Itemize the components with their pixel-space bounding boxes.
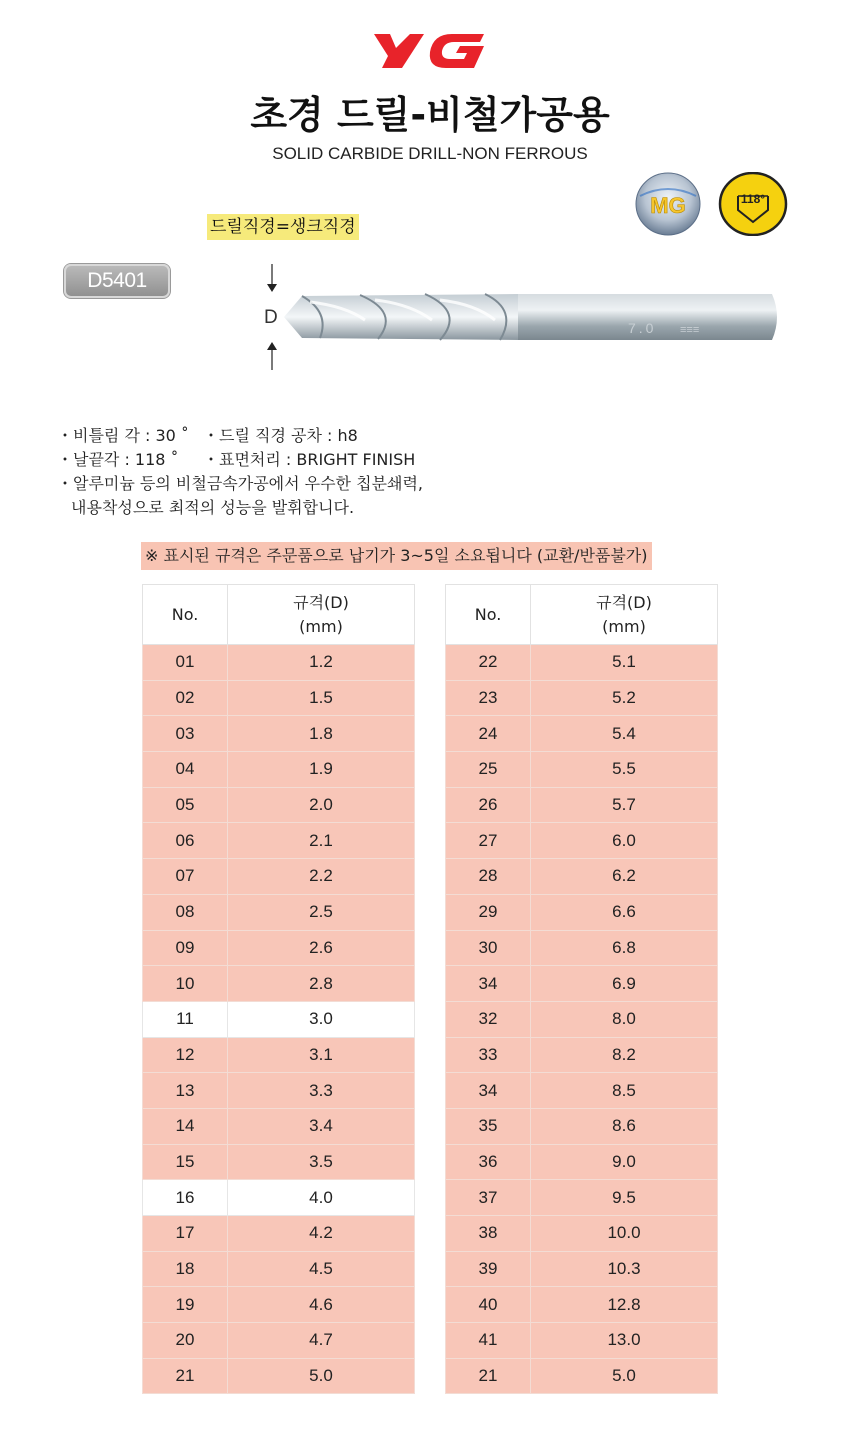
surface-spec: ・표면처리 : BRIGHT FINISH <box>203 450 416 469</box>
diameter-cell: 2.6 <box>228 930 415 966</box>
item-number-cell: 16 <box>143 1180 228 1216</box>
table-row <box>446 716 718 752</box>
item-number-cell: 21 <box>143 1358 228 1394</box>
item-number-cell: 24 <box>446 716 531 752</box>
item-number-cell: 36 <box>446 1144 531 1180</box>
table-row <box>143 1108 415 1144</box>
table-row <box>143 1001 415 1037</box>
item-number-cell: 19 <box>143 1287 228 1323</box>
item-number-cell: 25 <box>446 752 531 788</box>
table-row <box>143 823 415 859</box>
table-row <box>446 680 718 716</box>
helix-angle-spec: ・비틀림 각 : 30 ˚ <box>57 426 189 445</box>
table-row <box>446 1001 718 1037</box>
diameter-cell: 1.5 <box>228 680 415 716</box>
diameter-cell: 2.1 <box>228 823 415 859</box>
item-number-cell: 14 <box>143 1108 228 1144</box>
size-table-right <box>445 584 718 1394</box>
diameter-cell: 5.2 <box>531 680 718 716</box>
item-number-cell: 34 <box>446 966 531 1002</box>
diameter-cell: 4.2 <box>228 1216 415 1252</box>
item-number-cell: 05 <box>143 787 228 823</box>
table-row <box>446 894 718 930</box>
diameter-cell: 5.0 <box>228 1358 415 1394</box>
table-row <box>446 859 718 895</box>
table-row <box>143 1037 415 1073</box>
item-number-cell: 18 <box>143 1251 228 1287</box>
table-row <box>143 680 415 716</box>
drill-illustration <box>250 260 790 372</box>
diameter-cell: 2.8 <box>228 966 415 1002</box>
table-row <box>143 859 415 895</box>
diameter-cell: 1.2 <box>228 645 415 681</box>
col-header-spec: 규격(D) (mm) <box>531 585 718 645</box>
table-row <box>143 752 415 788</box>
diameter-cell: 8.2 <box>531 1037 718 1073</box>
diameter-cell: 3.0 <box>228 1001 415 1037</box>
diameter-cell: 2.5 <box>228 894 415 930</box>
table-row <box>446 1251 718 1287</box>
item-number-cell: 15 <box>143 1144 228 1180</box>
diameter-note: 드릴직경=생크직경 <box>207 214 359 240</box>
point-angle-icon <box>718 172 788 236</box>
size-table-left <box>142 584 415 1394</box>
table-row <box>143 966 415 1002</box>
item-number-cell: 41 <box>446 1323 531 1359</box>
diameter-cell: 5.0 <box>531 1358 718 1394</box>
diameter-cell: 3.3 <box>228 1073 415 1109</box>
diameter-cell: 5.1 <box>531 645 718 681</box>
table-row <box>143 1323 415 1359</box>
item-number-cell: 26 <box>446 787 531 823</box>
item-number-cell: 34 <box>446 1073 531 1109</box>
table-row <box>446 787 718 823</box>
page-title: 초경 드릴-비철가공용 <box>250 93 610 137</box>
mg-coating-icon <box>634 172 702 236</box>
table-row <box>446 1180 718 1216</box>
table-row <box>446 1358 718 1394</box>
table-row <box>446 1144 718 1180</box>
item-number-cell: 12 <box>143 1037 228 1073</box>
item-number-cell: 08 <box>143 894 228 930</box>
shank-marking: 7.0 <box>628 320 657 336</box>
diameter-cell: 6.6 <box>531 894 718 930</box>
col-header-no: No. <box>446 585 531 645</box>
item-number-cell: 33 <box>446 1037 531 1073</box>
order-lead-time-notice: ※ 표시된 규격은 주문품으로 납기가 3~5일 소요됩니다 (교환/반품불가) <box>141 542 652 570</box>
diameter-cell: 6.8 <box>531 930 718 966</box>
table-row <box>143 787 415 823</box>
item-number-cell: 35 <box>446 1108 531 1144</box>
diameter-cell: 4.0 <box>228 1180 415 1216</box>
table-row <box>143 1216 415 1252</box>
item-number-cell: 20 <box>143 1323 228 1359</box>
table-row <box>446 1108 718 1144</box>
item-number-cell: 10 <box>143 966 228 1002</box>
diameter-cell: 5.7 <box>531 787 718 823</box>
diameter-cell: 6.2 <box>531 859 718 895</box>
table-row <box>446 1323 718 1359</box>
diameter-cell: 10.0 <box>531 1216 718 1252</box>
item-number-cell: 21 <box>446 1358 531 1394</box>
table-row <box>143 645 415 681</box>
diameter-cell: 9.0 <box>531 1144 718 1180</box>
item-number-cell: 37 <box>446 1180 531 1216</box>
table-row <box>446 1216 718 1252</box>
diameter-cell: 8.6 <box>531 1108 718 1144</box>
svg-text:118°: 118° <box>740 192 766 206</box>
table-row <box>143 894 415 930</box>
table-row <box>143 1073 415 1109</box>
diameter-cell: 4.7 <box>228 1323 415 1359</box>
item-number-cell: 40 <box>446 1287 531 1323</box>
table-row <box>446 966 718 1002</box>
point-angle-spec: ・날끝각 : 118 ˚ <box>57 450 179 469</box>
item-number-cell: 29 <box>446 894 531 930</box>
table-row <box>446 752 718 788</box>
diameter-cell: 13.0 <box>531 1323 718 1359</box>
diameter-cell: 5.4 <box>531 716 718 752</box>
table-row <box>143 716 415 752</box>
item-number-cell: 07 <box>143 859 228 895</box>
table-row <box>143 1287 415 1323</box>
diameter-cell: 1.8 <box>228 716 415 752</box>
diameter-cell: 12.8 <box>531 1287 718 1323</box>
item-number-cell: 32 <box>446 1001 531 1037</box>
item-number-cell: 30 <box>446 930 531 966</box>
dimension-d-label: D <box>264 307 278 328</box>
diameter-cell: 8.5 <box>531 1073 718 1109</box>
table-row <box>143 1180 415 1216</box>
item-number-cell: 04 <box>143 752 228 788</box>
diameter-cell: 5.5 <box>531 752 718 788</box>
diameter-cell: 6.9 <box>531 966 718 1002</box>
page-subtitle: SOLID CARBIDE DRILL-NON FERROUS <box>272 144 588 163</box>
diameter-cell: 2.0 <box>228 787 415 823</box>
table-row <box>143 1358 415 1394</box>
item-number-cell: 01 <box>143 645 228 681</box>
diameter-cell: 2.2 <box>228 859 415 895</box>
item-number-cell: 28 <box>446 859 531 895</box>
table-row <box>446 1037 718 1073</box>
table-row <box>446 823 718 859</box>
spec-list <box>57 424 477 520</box>
item-number-cell: 13 <box>143 1073 228 1109</box>
item-number-cell: 03 <box>143 716 228 752</box>
item-number-cell: 11 <box>143 1001 228 1037</box>
item-number-cell: 39 <box>446 1251 531 1287</box>
table-row <box>143 930 415 966</box>
diameter-cell: 10.3 <box>531 1251 718 1287</box>
description-line-2: 내용착성으로 최적의 성능을 발휘합니다. <box>71 498 355 517</box>
table-row <box>446 1073 718 1109</box>
table-row <box>446 645 718 681</box>
diameter-cell: 4.5 <box>228 1251 415 1287</box>
diameter-cell: 9.5 <box>531 1180 718 1216</box>
item-number-cell: 22 <box>446 645 531 681</box>
item-number-cell: 06 <box>143 823 228 859</box>
tolerance-spec: ・드릴 직경 공차 : h8 <box>203 426 358 445</box>
yg-logo <box>372 30 488 70</box>
col-header-no: No. <box>143 585 228 645</box>
diameter-cell: 4.6 <box>228 1287 415 1323</box>
diameter-cell: 3.1 <box>228 1037 415 1073</box>
table-row <box>446 1287 718 1323</box>
diameter-cell: 3.5 <box>228 1144 415 1180</box>
table-row <box>143 1144 415 1180</box>
diameter-cell: 1.9 <box>228 752 415 788</box>
description-line-1: ・알루미늄 등의 비철금속가공에서 우수한 칩분쇄력, <box>57 474 424 493</box>
diameter-cell: 8.0 <box>531 1001 718 1037</box>
table-row <box>446 930 718 966</box>
table-row <box>143 1251 415 1287</box>
diameter-cell: 6.0 <box>531 823 718 859</box>
item-number-cell: 23 <box>446 680 531 716</box>
diameter-cell: 3.4 <box>228 1108 415 1144</box>
item-number-cell: 38 <box>446 1216 531 1252</box>
svg-text:≡≡≡: ≡≡≡ <box>680 324 700 336</box>
item-number-cell: 27 <box>446 823 531 859</box>
svg-text:MG: MG <box>650 193 686 218</box>
item-number-cell: 09 <box>143 930 228 966</box>
item-number-cell: 02 <box>143 680 228 716</box>
item-number-cell: 17 <box>143 1216 228 1252</box>
model-code-label: D5401 <box>64 264 170 298</box>
col-header-spec: 규격(D) (mm) <box>228 585 415 645</box>
